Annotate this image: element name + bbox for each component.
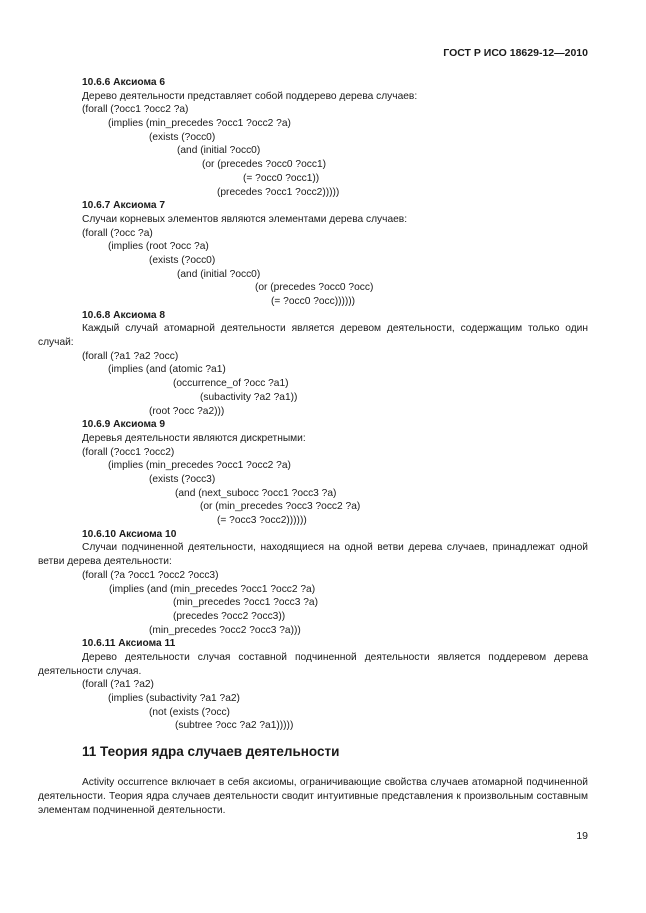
code-line: (= ?occ0 ?occ1)): [243, 172, 320, 184]
code-line: (or (precedes ?occ0 ?occ1): [202, 159, 327, 171]
code-line: (and (initial ?occ0): [177, 145, 261, 157]
code-line: (and (next_subocc ?occ1 ?occ3 ?a): [175, 487, 337, 499]
code-line: (forall (?occ1 ?occ2 ?a): [82, 104, 189, 116]
code-line: (subactivity ?a2 ?a1)): [200, 391, 298, 403]
code-line: (or (min_precedes ?occ3 ?occ2 ?a): [200, 501, 361, 513]
standard-header: ГОСТ Р ИСО 18629-12—2010: [443, 47, 588, 59]
code-line: (and (initial ?occ0): [177, 268, 261, 280]
code-line: (implies (and (atomic ?a1): [108, 364, 226, 376]
code-line: (forall (?a1 ?a2 ?occ): [82, 350, 179, 362]
code-line: (forall (?a ?occ1 ?occ2 ?occ3): [82, 569, 219, 581]
code-line: (= ?occ0 ?occ)))))): [271, 296, 356, 307]
axiom-text: Случаи корневых элементов являются элементами дерева случаев:: [82, 213, 408, 225]
code-line: (forall (?occ1 ?occ2): [82, 446, 175, 458]
code-line: (forall (?a1 ?a2): [82, 679, 154, 691]
page-number: 19: [576, 830, 588, 842]
section-title: 11 Теория ядра случаев деятельности: [82, 744, 340, 759]
code-line: (implies (min_precedes ?occ1 ?occ2 ?a): [108, 460, 291, 472]
code-line: (or (precedes ?occ0 ?occ): [255, 282, 374, 294]
axiom-heading: 10.6.6 Аксиома 6: [82, 77, 166, 88]
code-line: (implies (root ?occ ?a): [108, 241, 209, 253]
code-line: (root ?occ ?a2))): [149, 405, 225, 417]
axiom-heading: 10.6.7 Аксиома 7: [82, 200, 166, 212]
axiom-text: Каждый случай атомарной деятельности является деревом деятельности, содержащим только один случай:: [38, 323, 588, 349]
axiom-heading: 10.6.8 Аксиома 8: [82, 309, 166, 321]
axiom-heading: 10.6.10 Аксиома 10: [82, 528, 177, 540]
axiom-text: Деревья деятельности являются дискретными:: [82, 432, 306, 444]
code-line: (subtree ?occ ?a2 ?a1))))): [175, 720, 294, 732]
code-line: (min_precedes ?occ2 ?occ3 ?a))): [149, 624, 301, 636]
code-line: (exists (?occ0): [149, 131, 216, 143]
code-line: (forall (?occ ?a): [82, 227, 153, 239]
code-line: (min_precedes ?occ1 ?occ3 ?a): [173, 597, 318, 609]
code-line: (precedes ?occ2 ?occ3)): [173, 610, 286, 622]
section-paragraph: Activity occurrence включает в себя аксиомы, ограничивающие свойства случаев атомарной подчиненной деятельности. Теория ядра случаев деятельности сводит интуитивные представления к произвольным составным элементам подчиненной деятельности.: [38, 777, 588, 817]
code-line: (exists (?occ0): [149, 254, 216, 266]
code-line: (exists (?occ3): [149, 473, 216, 485]
axiom-text: Дерево деятельности представляет собой поддерево дерева случаев:: [82, 90, 418, 102]
code-line: (precedes ?occ1 ?occ2))))): [217, 186, 340, 198]
axiom-text: Случаи подчиненной деятельности, находящиеся на одной ветви дерева случаев, принадлежат одной ветви дерева деятельности:: [38, 542, 588, 568]
code-line: (not (exists (?occ): [149, 706, 230, 718]
axiom-heading: 10.6.9 Аксиома 9: [82, 419, 166, 431]
axiom-text: Дерево деятельности случая составной подчиненной деятельности является поддеревом дерева деятельности случая.: [38, 651, 588, 677]
code-line: (implies (and (min_precedes ?occ1 ?occ2 ?a): [109, 583, 316, 595]
code-line: (implies (min_precedes ?occ1 ?occ2 ?a): [108, 118, 291, 130]
axioms-block: [38, 76, 588, 733]
code-line: (= ?occ3 ?occ2)))))): [217, 515, 307, 527]
code-line: (implies (subactivity ?a1 ?a2): [108, 693, 240, 705]
code-line: (occurrence_of ?occ ?a1): [173, 378, 289, 390]
axiom-heading: 10.6.11 Аксиома 11: [82, 638, 176, 650]
